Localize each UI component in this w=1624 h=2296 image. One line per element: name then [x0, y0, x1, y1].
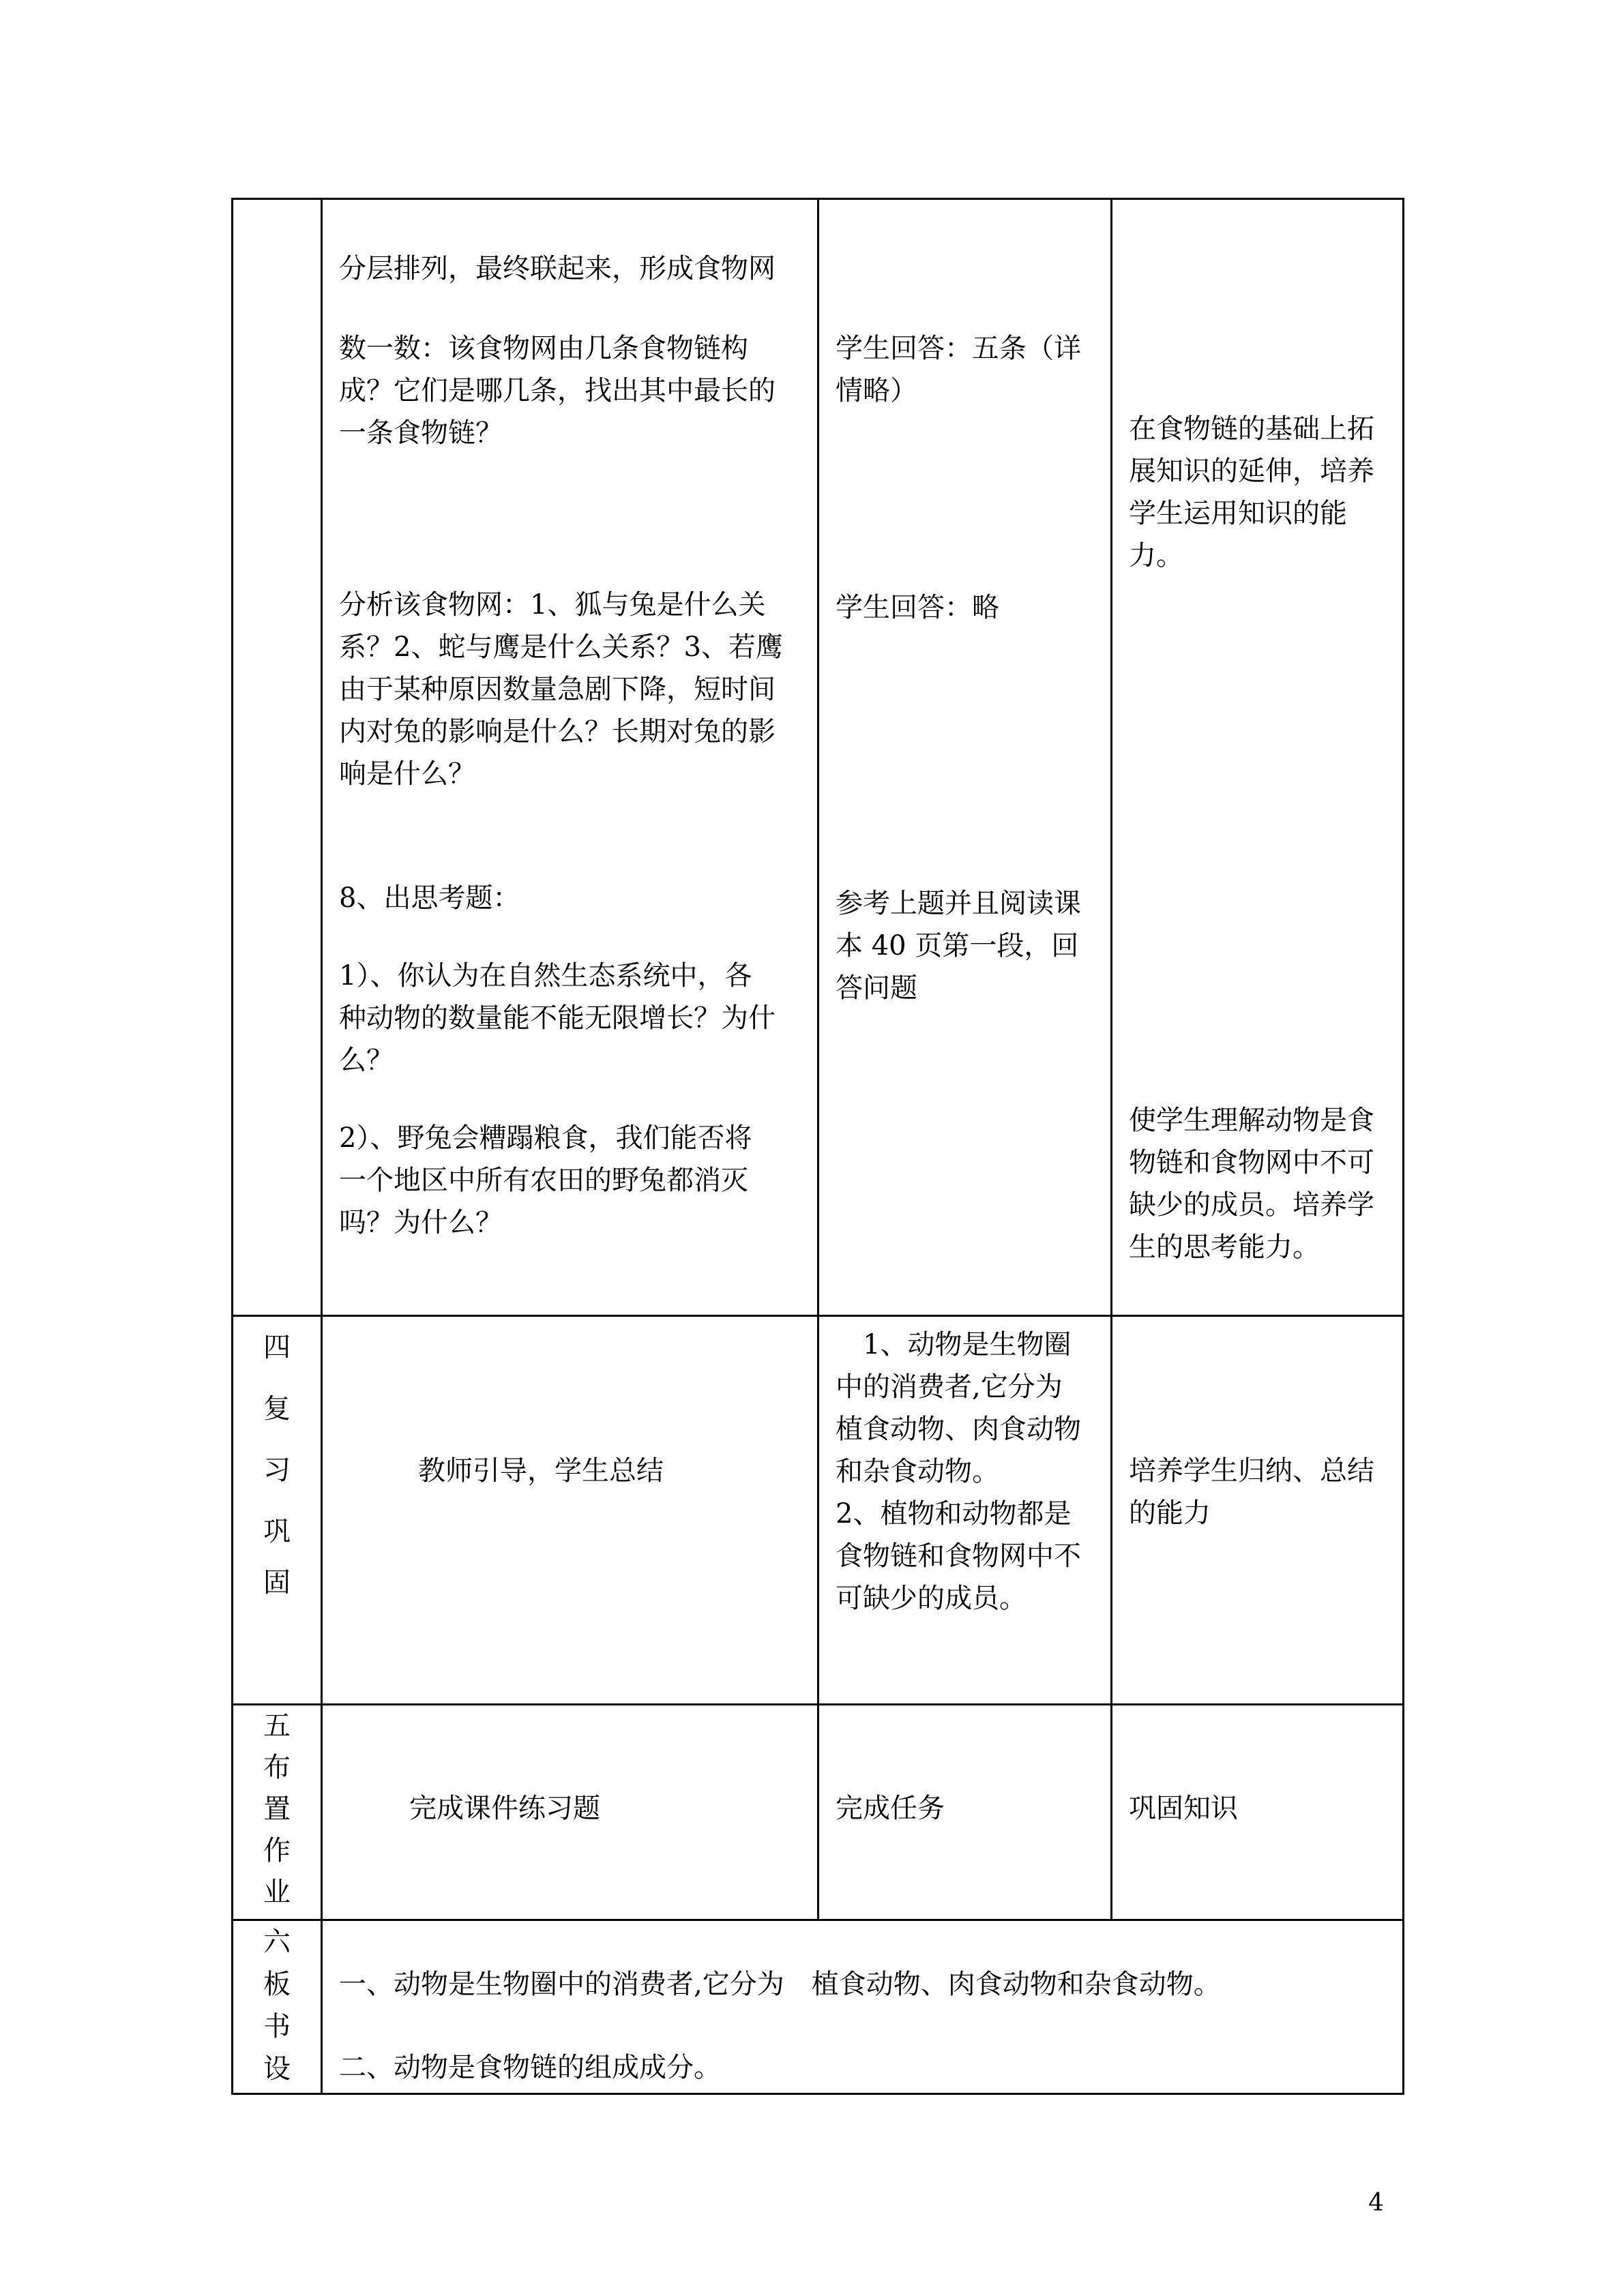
lesson-plan-table	[231, 198, 1404, 2095]
table-row	[233, 199, 1404, 1316]
teacher-activity-cell	[322, 1705, 818, 1920]
student-activity-cell	[818, 1316, 1112, 1705]
stage-char: 固	[263, 1567, 291, 1598]
text-line: 在食物链的基础上拓	[1129, 413, 1374, 445]
text-line: 展知识的延伸，培养	[1129, 456, 1374, 487]
table-row	[233, 1316, 1404, 1705]
text-line: 分层排列，最终联起来，形成食物网	[339, 253, 776, 284]
stage-char: 设	[263, 2053, 291, 2085]
text-line: 学生回答：五条（详	[836, 333, 1081, 364]
text-line: 2、植物和动物都是	[836, 1498, 1072, 1530]
text-line: 情略）	[836, 375, 917, 406]
design-intent-cell	[1112, 1316, 1404, 1705]
text-line: 学生运用知识的能	[1129, 498, 1347, 529]
text-line: 分析该食物网：1、狐与兔是什么关	[339, 589, 766, 621]
stage-char: 板	[263, 1969, 291, 2000]
stage-char: 巩	[263, 1516, 291, 1547]
stage-cell	[233, 1920, 322, 2094]
text-line: 8、出思考题：	[339, 882, 520, 914]
text-line: 1）、你认为在自然生态系统中，各	[339, 960, 752, 992]
text-line: 答问题	[836, 972, 917, 1004]
text-line: 成？它们是哪几条，找出其中最长的	[339, 375, 776, 406]
text-line: 生的思考能力。	[1129, 1232, 1320, 1263]
text-line: 么？	[339, 1045, 394, 1076]
text-line: 和杂食动物。	[836, 1456, 999, 1487]
text-line: 种动物的数量能不能无限增长？为什	[339, 1002, 776, 1034]
text-line: 培养学生归纳、总结	[1129, 1455, 1374, 1487]
text-line: 一、动物是生物圈中的消费者,它分为 植食动物、肉食动物和杂食动物。	[339, 1969, 1221, 2000]
teacher-activity-cell	[322, 199, 818, 1316]
stage-char: 复	[263, 1393, 291, 1425]
teacher-activity-cell	[322, 1316, 818, 1705]
text-line: 一条食物链？	[339, 417, 503, 449]
stage-cell	[233, 199, 322, 1316]
text-line: 教师引导，学生总结	[418, 1455, 664, 1487]
stage-char: 习	[263, 1455, 291, 1486]
text-line: 响是什么？	[339, 758, 475, 790]
text-line: 内对兔的影响是什么？长期对兔的影	[339, 716, 776, 747]
text-line: 完成任务	[836, 1793, 945, 1824]
text-line: 学生回答：略	[836, 592, 999, 623]
text-line: 一个地区中所有农田的野兔都消灭	[339, 1165, 748, 1196]
text-line: 系？2、蛇与鹰是什么关系？3、若鹰	[339, 631, 783, 663]
stage-char: 布	[263, 1752, 291, 1783]
student-activity-cell	[818, 199, 1112, 1316]
text-line: 本 40 页第一段，回	[836, 930, 1079, 961]
text-line: 缺少的成员。培养学	[1129, 1189, 1374, 1221]
page-number: 4	[1368, 2189, 1384, 2217]
design-intent-cell	[1112, 1705, 1404, 1920]
text-line: 物链和食物网中不可	[1129, 1147, 1374, 1178]
text-line: 食物链和食物网中不	[836, 1540, 1081, 1572]
stage-char: 四	[263, 1332, 291, 1363]
text-line: 的能力	[1129, 1497, 1211, 1529]
stage-char: 作	[263, 1835, 291, 1866]
stage-cell	[233, 1705, 322, 1920]
text-line: 可缺少的成员。	[836, 1583, 1027, 1614]
stage-char: 置	[263, 1793, 291, 1825]
text-line: 吗？为什么？	[339, 1207, 503, 1238]
text-line: 数一数：该食物网由几条食物链构	[339, 333, 748, 364]
table-row	[233, 1705, 1404, 1920]
text-line: 完成课件练习题	[409, 1793, 600, 1824]
text-line: 二、动物是食物链的组成成分。	[339, 2052, 721, 2083]
stage-char: 书	[263, 2011, 291, 2042]
stage-char: 业	[263, 1877, 291, 1908]
stage-char: 五	[263, 1710, 291, 1742]
board-design-cell	[322, 1920, 1404, 2094]
text-line: 植食动物、肉食动物	[836, 1414, 1081, 1445]
text-line: 由于某种原因数量急剧下降，短时间	[339, 674, 776, 705]
design-intent-cell	[1112, 199, 1404, 1316]
stage-cell	[233, 1316, 322, 1705]
stage-char: 六	[263, 1926, 291, 1958]
text-line: 使学生理解动物是食	[1129, 1105, 1374, 1136]
text-line: 参考上题并且阅读课	[836, 888, 1081, 919]
student-activity-cell	[818, 1705, 1112, 1920]
text-line: 2）、野兔会糟蹋粮食，我们能否将	[339, 1122, 752, 1154]
text-line: 力。	[1129, 540, 1183, 571]
text-line: 巩固知识	[1129, 1793, 1238, 1824]
text-line: 中的消费者,它分为	[836, 1371, 1063, 1403]
text-line: 1、动物是生物圈	[863, 1329, 1072, 1360]
table-row	[233, 1920, 1404, 2094]
